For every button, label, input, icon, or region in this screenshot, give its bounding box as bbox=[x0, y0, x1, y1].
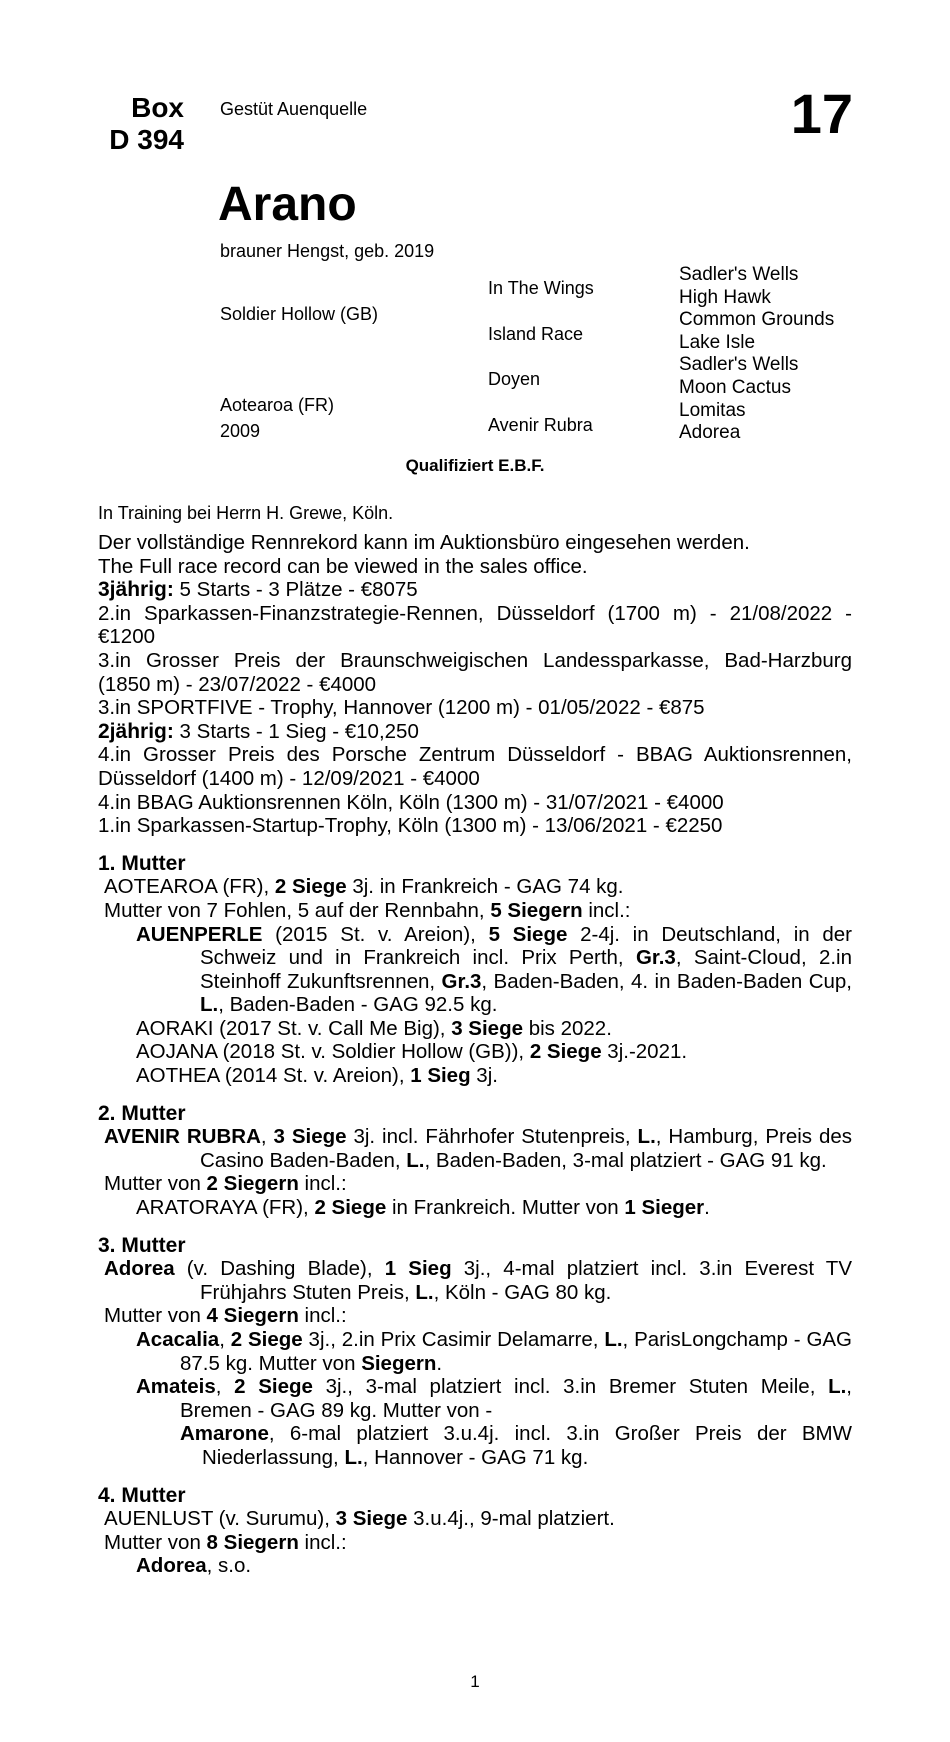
pedigree-g3-item: Lake Isle bbox=[679, 331, 756, 353]
dam1-heading: 1. Mutter bbox=[98, 851, 186, 875]
breeder: Gestüt Auenquelle bbox=[220, 99, 368, 119]
dam3-heading: 3. Mutter bbox=[98, 1233, 186, 1257]
training-note: In Training bei Herrn H. Grewe, Köln. bbox=[98, 503, 394, 523]
pedigree-dam: Aotearoa (FR) bbox=[220, 395, 335, 415]
pedigree-g3-item: Lomitas bbox=[679, 399, 746, 421]
dam1-line: AOTEAROA (FR), 2 Siege 3j. in Frankreich - GAG 74 kg. bbox=[104, 875, 624, 899]
dam4-line: AUENLUST (v. Surumu), 3 Siege 3.u.4j., 9-mal platziert. bbox=[104, 1507, 615, 1531]
progeny-entry: AORAKI (2017 St. v. Call Me Big), 3 Siege bis 2022. bbox=[136, 1016, 612, 1040]
box-code: D 394 bbox=[109, 124, 184, 155]
progeny-entry: Amateis, 2 Siege 3j., 3-mal platziert incl. 3.in Bremer Stuten Meile, L., Bremen - GAG 89 kg. Mutter von - bbox=[136, 1375, 852, 1422]
dam4-produce-line: Mutter von 8 Siegern incl.: bbox=[104, 1530, 347, 1554]
pedigree-g3-item: Adorea bbox=[679, 422, 741, 444]
race-result: 3.in SPORTFIVE - Trophy, Hannover (1200 m) - 01/05/2022 - €875 bbox=[98, 696, 705, 720]
pedigree-third-generation bbox=[679, 264, 834, 445]
dam3-line: Adorea (v. Dashing Blade), 1 Sieg 3j., 4-mal platziert incl. 3.in Everest TV Frühjahrs Stuten Preis, L., Köln - GAG 80 kg. bbox=[104, 1257, 853, 1304]
dam2-heading: 2. Mutter bbox=[98, 1101, 186, 1125]
catalogue-body bbox=[98, 531, 852, 1578]
progeny-entry: Acacalia, 2 Siege 3j., 2.in Prix Casimir Delamarre, L., ParisLongchamp - GAG 87.5 kg. Mutter von Siegern. bbox=[136, 1328, 853, 1375]
dam2-line: AVENIR RUBRA, 3 Siege 3j. incl. Fährhofer Stutenpreis, L., Hamburg, Preis des Casino Baden-Baden, L., Baden-Baden, 3-mal platziert - GAG 91 kg. bbox=[104, 1125, 852, 1172]
progeny-entry: Adorea, s.o. bbox=[136, 1554, 252, 1578]
page-number: 1 bbox=[470, 1672, 480, 1691]
dam4-heading: 4. Mutter bbox=[98, 1483, 186, 1507]
pedigree-sire-dam: Island Race bbox=[488, 324, 584, 344]
pedigree-sire-sire: In The Wings bbox=[488, 278, 594, 298]
pedigree-sire: Soldier Hollow (GB) bbox=[220, 304, 379, 324]
horse-description: brauner Hengst, geb. 2019 bbox=[220, 241, 435, 261]
age3-label: 3jährig: bbox=[98, 578, 174, 602]
pedigree-dam-sire: Doyen bbox=[488, 369, 541, 389]
pedigree-g3-item: Sadler's Wells bbox=[679, 354, 799, 376]
pedigree-g3-item: Moon Cactus bbox=[679, 376, 791, 398]
horse-name: Arano bbox=[218, 178, 357, 231]
age2-summary: 2jährig: 3 Starts - 1 Sieg - €10,250 bbox=[98, 719, 419, 743]
pedigree-dam-dam: Avenir Rubra bbox=[488, 415, 593, 435]
pedigree-g3-item: High Hawk bbox=[679, 286, 771, 308]
pedigree-dam-year: 2009 bbox=[220, 421, 261, 441]
progeny-entry: AUENPERLE (2015 St. v. Areion), 5 Siege 2-4j. in Deutschland, in der Schweiz und in Frankreich incl. Prix Perth, Gr.3, Saint-Cloud, 2.in Steinhoff Zukunftsrennen, Gr.3, Baden-Baden, 4. in Baden-Baden Cup, L., Baden-Baden - GAG 92.5 kg. bbox=[136, 922, 852, 1017]
qualification: Qualifiziert E.B.F. bbox=[405, 456, 545, 475]
race-result: 4.in Grosser Preis des Porsche Zentrum Düsseldorf - BBAG Auktionsrennen, Düsseldorf (1400 m) - 12/09/2021 - €4000 bbox=[98, 743, 852, 790]
progeny-entry: ARATORAYA (FR), 2 Siege in Frankreich. Mutter von 1 Sieger. bbox=[136, 1196, 710, 1220]
lot-number: 17 bbox=[790, 82, 853, 145]
race-result: 4.in BBAG Auktionsrennen Köln, Köln (1300 m) - 31/07/2021 - €4000 bbox=[98, 790, 724, 814]
pedigree-g3-item: Sadler's Wells bbox=[679, 264, 799, 285]
box-number bbox=[98, 92, 184, 156]
progeny-entry: Amarone, 6-mal platziert 3.u.4j. incl. 3.in Großer Preis der BMW Niederlassung, L., Hannover - GAG 71 kg. bbox=[180, 1422, 852, 1469]
progeny-entry: AOTHEA (2014 St. v. Areion), 1 Sieg 3j. bbox=[136, 1064, 498, 1088]
pedigree-g3-item: Common Grounds bbox=[679, 309, 835, 331]
race-result: 2.in Sparkassen-Finanzstrategie-Rennen, Düsseldorf (1700 m) - 21/08/2022 - €1200 bbox=[98, 601, 852, 649]
box-label: Box bbox=[131, 92, 184, 123]
age2-label: 2jährig: bbox=[98, 719, 174, 743]
age3-summary: 3jährig: 5 Starts - 3 Plätze - €8075 bbox=[98, 578, 418, 602]
dam3-produce-line: Mutter von 4 Siegern incl.: bbox=[104, 1304, 347, 1328]
record-note-de: Der vollständige Rennrekord kann im Auktionsbüro eingesehen werden. bbox=[98, 531, 750, 554]
dam2-produce-line: Mutter von 2 Siegern incl.: bbox=[104, 1172, 347, 1196]
record-note-en: The Full race record can be viewed in the sales office. bbox=[98, 554, 588, 578]
dam1-produce-line: Mutter von 7 Fohlen, 5 auf der Rennbahn, 5 Siegern incl.: bbox=[104, 898, 631, 922]
race-result: 1.in Sparkassen-Startup-Trophy, Köln (1300 m) - 13/06/2021 - €2250 bbox=[98, 814, 723, 838]
race-result: 3.in Grosser Preis der Braunschweigischen Landessparkasse, Bad-Harzburg (1850 m) - 23/07/2022 - €4000 bbox=[98, 648, 852, 696]
progeny-entry: AOJANA (2018 St. v. Soldier Hollow (GB)), 2 Siege 3j.-2021. bbox=[136, 1040, 688, 1064]
